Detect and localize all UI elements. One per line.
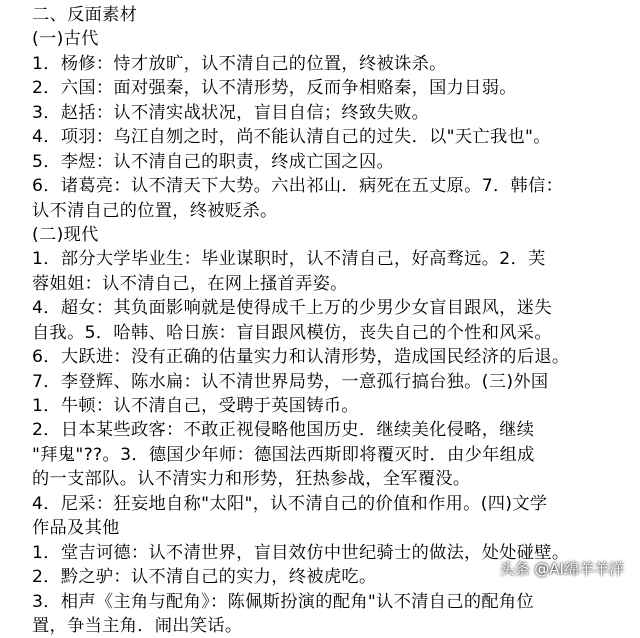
text-line: 置，争当主角．闹出笑话。	[32, 615, 243, 636]
text-line: 4．超女：其负面影响就是使得成千上万的少男少女盲目跟风，迷失	[32, 298, 552, 319]
subheading-ancient: (一)古代	[32, 29, 99, 50]
text-line: 认不清自己的位置，终被贬杀。	[32, 200, 278, 221]
text-line: 2．六国：面对强秦，认不清形势，反而争相赂秦，国力日弱。	[32, 78, 517, 99]
text-line: 的一支部队。认不清实力和形势，狂热参战，全军覆没。	[32, 469, 471, 490]
text-line: 5．李煜：认不清自己的职责，终成亡国之囚。	[32, 151, 395, 172]
text-line: 1．杨修：恃才放旷，认不清自己的位置，终被诛杀。	[32, 53, 447, 74]
text-line: 3．相声《主角与配角》：陈佩斯扮演的配角"认不清自己的配角位	[32, 591, 534, 612]
text-line: 7．李登辉、陈水扁：认不清世界局势，一意孤行搞台独。(三)外国	[32, 371, 549, 392]
text-line: 2．日本某些政客：不敢正视侵略他国历史．继续美化侵略，继续	[32, 420, 535, 441]
text-line: 1．堂吉诃德：认不清世界，盲目效仿中世纪骑士的做法，处处碰壁。	[32, 542, 570, 563]
text-line: 1．部分大学毕业生：毕业谋职时，认不清自己，好高骛远。2．芙	[32, 249, 546, 270]
heading-negative-materials: 二、反面素材	[32, 5, 138, 25]
text-line: "拜鬼"??。3．德国少年师：德国法西斯即将覆灭时．由少年组成	[32, 444, 535, 465]
text-line: 4．项羽：乌江自刎之时，尚不能认清自己的过失．以"天亡我也"。	[32, 127, 551, 148]
text-line: 作品及其他	[32, 518, 120, 539]
text-line: 4．尼采：狂妄地自称"太阳"，认不清自己的价值和作用。(四)文学	[32, 493, 548, 514]
text-line: 自我。5．哈韩、哈日族：盲目跟风模仿，丧失自己的个性和风采。	[32, 322, 552, 343]
text-line: 1．牛顿：认不清自己，受聘于英国铸币。	[32, 396, 359, 416]
subheading-modern: (二)现代	[32, 224, 99, 245]
text-line: 蓉姐姐：认不清自己，在网上搔首弄姿。	[32, 273, 348, 294]
text-line: 3．赵括：认不清实战状况，盲目自信；终致失败。	[32, 102, 430, 123]
text-line: 6．诸葛亮：认不清天下大势。六出祁山．病死在五丈原。7．韩信：	[32, 176, 564, 197]
watermark: 头条 @AI绵羊羊洋	[499, 560, 624, 578]
text-line: 6．大跃进：没有正确的估量实力和认清形势，造成国民经济的后退。	[32, 347, 570, 368]
text-line: 2．黔之驴：认不清自己的实力，终被虎吃。	[32, 567, 377, 588]
